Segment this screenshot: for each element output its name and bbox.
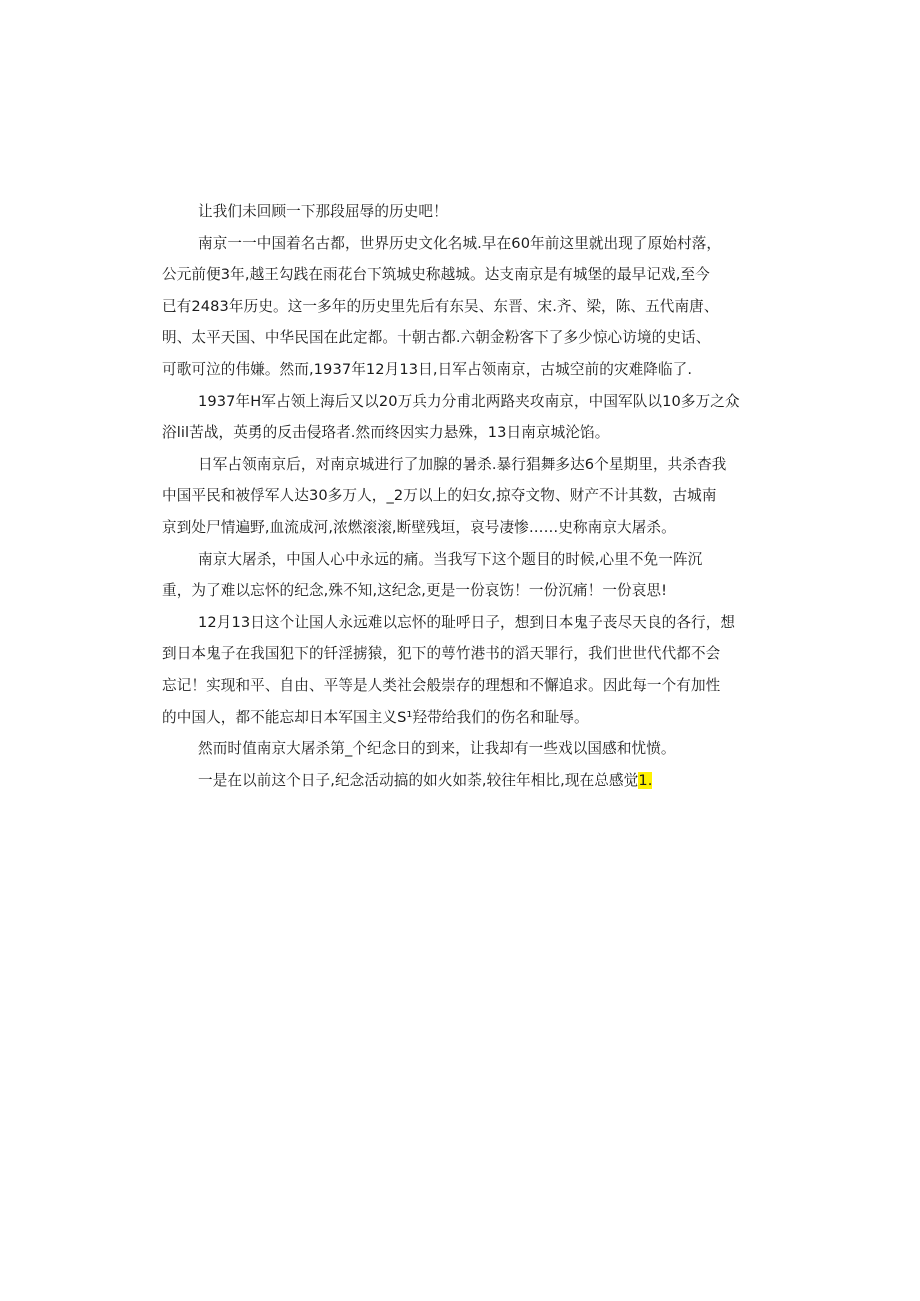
text-line: 浴lil苦战，英勇的反击侵珞者.然而终因实力悬殊，13日南京城沦馅。 <box>162 424 610 442</box>
text-line: 可歌可泣的伟嫌。然而,1937年12月13日,日军占领南京，古城空前的灾难降临了. <box>162 360 693 378</box>
text-line: 明、太平天国、中华民国在此定都。十朝古都.六朝金粉客下了多少惊心访境的史话、 <box>162 329 711 347</box>
text-line: 公元前便3年,越王勾践在雨花台下筑城史称越城。达支南京是有城堡的最早记戏,至今 <box>162 266 710 284</box>
last-line-text: 一是在以前这个日子,纪念活动搞的如火如荼,较往年相比,现在总感觉 <box>198 771 639 789</box>
body-text <box>162 196 762 796</box>
text-line: 1937年H军占领上海后又以20万兵力分甫北两路夹攻南京，中国军队以10多万之众 <box>198 392 740 410</box>
text-line: 南京一一中国着名古都，世界历史文化名城.早在60年前这里就出现了原始村落， <box>198 234 722 252</box>
text-line: 重，为了难以忘怀的纪念,殊不知,这纪念,更是一份哀饬！一份沉痛！一份哀思! <box>162 582 668 600</box>
text-line: 然而时值南京大屠杀第_个纪念日的到来，让我却有一些戏以国感和忧愤。 <box>198 740 676 758</box>
text-line: 已有2483年历史。这一多年的历史里先后有东吴、东晋、宋.齐、梁，陈、五代南唐、 <box>162 297 719 315</box>
text-line: 京到处尸情遍野,血流成河,浓燃滚滚,断壁残垣，哀号凄惨……史称南京大屠杀。 <box>162 518 676 536</box>
text-line: 南京大屠杀，中国人心中永远的痛。当我写下这个题目的时候,心里不免一阵沉 <box>198 550 703 568</box>
text-line: 日军占领南京后，对南京城进行了加腺的暑杀.暴行猖舞多达6个星期里，共杀杳我 <box>198 455 727 473</box>
last-text-line <box>162 765 762 797</box>
text-line: 的中国人，都不能忘却日本军国主义S¹羟带给我们的伤名和耻辱。 <box>162 708 589 726</box>
text-line: 中国平民和被俘军人达30多万人，_2万以上的妇女,掠夺文物、财产不计其数，古城南 <box>162 487 717 505</box>
text-line: 12月13日这个让国人永远难以忘怀的耻呼日子，想到日本鬼子丧尽天良的各行，想 <box>198 613 736 631</box>
text-line: 到日本鬼子在我国犯下的钎淫掳猿，犯下的萼竹港书的滔天罪行，我们世世代代都不会 <box>162 645 721 663</box>
text-line: 让我们未回顾一下那段屈辱的历史吧！ <box>198 203 448 220</box>
highlighted-text: 1. <box>638 771 653 789</box>
text-line: 忘记！实现和平、自由、平等是人类社会般崇存的理想和不懈追求。因此每一个有加性 <box>162 676 721 694</box>
